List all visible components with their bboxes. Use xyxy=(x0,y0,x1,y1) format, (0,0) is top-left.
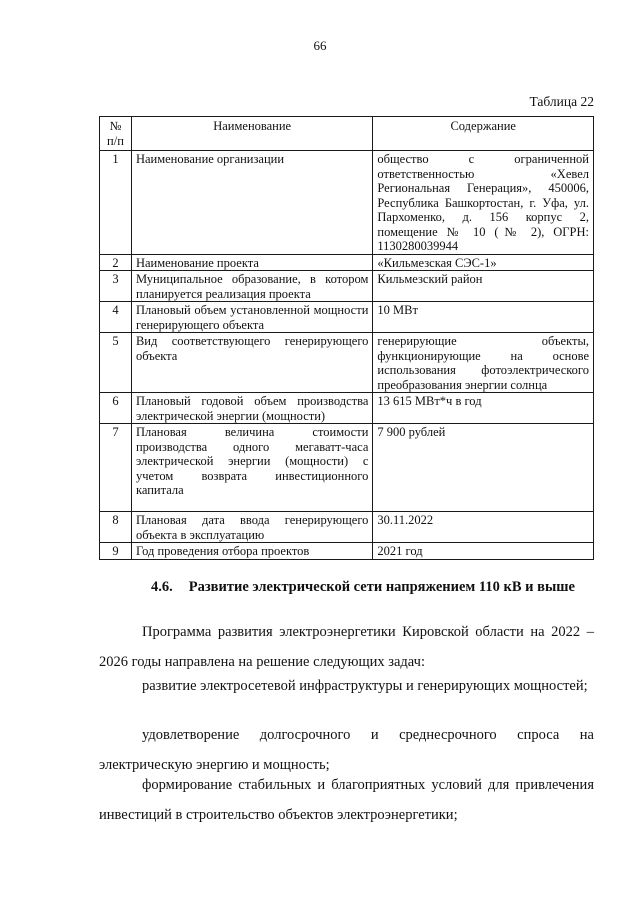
body-paragraph: развитие электросетевой инфраструктуры и генерирующих мощностей; xyxy=(142,678,588,694)
row-content: 10 МВт xyxy=(373,302,594,333)
row-name: Наименование организации xyxy=(131,151,372,255)
row-name: Год проведения отбора проектов xyxy=(131,543,372,560)
row-name: Плановый годовой объем производства электрической энергии (мощности) xyxy=(131,393,372,424)
row-num: 6 xyxy=(100,393,132,424)
row-num: 3 xyxy=(100,271,132,302)
body-paragraph: удовлетворение долгосрочного и среднесрочного спроса на электрическую энергию и мощность; xyxy=(99,727,594,773)
row-name: Муниципальное образование, в котором планируется реализация проекта xyxy=(131,271,372,302)
table-row xyxy=(100,151,594,255)
table-row xyxy=(100,302,594,333)
header-name: Наименование xyxy=(131,117,372,151)
row-content: общество с ограниченной ответственностью «Хевел Региональная Генерация», 450006, Республика Башкортостан, г. Уфа, ул. Пархоменко, д. 156 корпус 2, помещение № 10 (№ 2), ОГРН: 1130280039944 xyxy=(373,151,594,255)
row-content: генерирующие объекты, функционирующие на основе использования фотоэлектрического преобразования энергии солнца xyxy=(373,333,594,393)
row-content: 2021 год xyxy=(373,543,594,560)
row-content: 13 615 МВт*ч в год xyxy=(373,393,594,424)
table-row xyxy=(100,512,594,543)
table-row xyxy=(100,424,594,512)
row-content: 7 900 рублей xyxy=(373,424,594,512)
table-row xyxy=(100,271,594,302)
body-paragraph: Программа развития электроэнергетики Кировской области на 2022 – 2026 годы направлена на решение следующих задач: xyxy=(99,624,594,670)
table-header-row xyxy=(100,117,594,151)
table-row xyxy=(100,543,594,560)
header-num: № п/п xyxy=(100,117,132,151)
row-content: «Кильмезская СЭС-1» xyxy=(373,254,594,271)
row-num: 1 xyxy=(100,151,132,255)
section-title: Развитие электрической сети напряжением 110 кВ и выше xyxy=(188,579,575,595)
row-num: 5 xyxy=(100,333,132,393)
row-num: 4 xyxy=(100,302,132,333)
data-table xyxy=(99,116,594,560)
row-name: Плановый объем установленной мощности генерирующего объекта xyxy=(131,302,372,333)
header-content: Содержание xyxy=(373,117,594,151)
row-name: Плановая величина стоимости производства одного мегаватт-часа электрической энергии (мощности) с учетом возврата инвестиционного капитала xyxy=(131,424,372,512)
table-row xyxy=(100,254,594,271)
row-num: 8 xyxy=(100,512,132,543)
row-name: Вид соответствующего генерирующего объекта xyxy=(131,333,372,393)
row-content: Кильмезский район xyxy=(373,271,594,302)
row-num: 2 xyxy=(100,254,132,271)
row-name: Наименование проекта xyxy=(131,254,372,271)
page-number: 66 xyxy=(313,38,327,53)
section-heading xyxy=(151,579,575,596)
body-paragraph: формирование стабильных и благоприятных условий для привлечения инвестиций в строительство объектов электроэнергетики; xyxy=(99,777,594,823)
row-name: Плановая дата ввода генерирующего объекта в эксплуатацию xyxy=(131,512,372,543)
table-caption: Таблица 22 xyxy=(529,94,594,109)
row-content: 30.11.2022 xyxy=(373,512,594,543)
table-row xyxy=(100,393,594,424)
row-num: 9 xyxy=(100,543,132,560)
section-number: 4.6. xyxy=(151,579,173,595)
row-num: 7 xyxy=(100,424,132,512)
table-row xyxy=(100,333,594,393)
